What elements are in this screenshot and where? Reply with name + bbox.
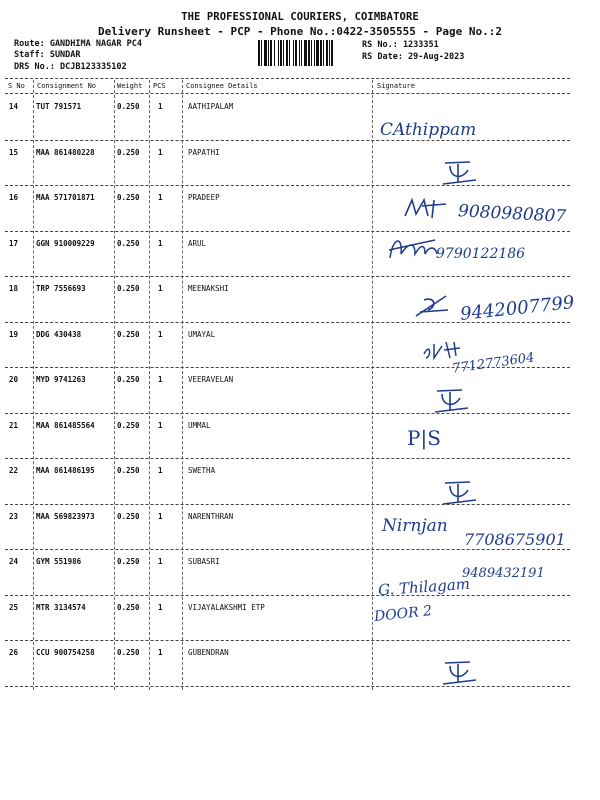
row-consignee: VEERAVELAN	[188, 375, 234, 384]
row-sno: 23	[9, 511, 19, 521]
signature-16-phone: 9080980807	[457, 201, 567, 227]
row-pcs: 1	[158, 329, 163, 339]
row-consignee: NARENTHRAN	[188, 511, 234, 521]
row-consignee: SWETHA	[188, 466, 216, 475]
row-pcs: 1	[158, 557, 163, 566]
col-divider	[114, 80, 115, 690]
row-consignee: MEENAKSHI	[188, 284, 229, 293]
col-signature: Signature	[377, 82, 415, 90]
row-consignee: ARUL	[188, 238, 207, 248]
row-consignee: VIJAYALAKSHMI ETP	[188, 602, 265, 612]
signature-23-phone: 7708675901	[464, 530, 566, 549]
signature-20-scribble	[432, 386, 472, 416]
signature-17-phone: 9790122186	[436, 246, 526, 262]
row-divider	[5, 140, 570, 141]
row-sno: 17	[9, 238, 19, 248]
row-divider	[5, 458, 570, 459]
col-consignment: Consignment No	[37, 82, 97, 90]
row-sno: 26	[9, 648, 19, 657]
barcode-bar	[333, 40, 336, 66]
row-consignment-no: TRP 7556693	[36, 284, 86, 293]
route-label: Route: GANDHIMA NAGAR PC4	[14, 39, 142, 49]
row-consignment-no: GGN 910009229	[36, 238, 95, 248]
barcode	[258, 40, 356, 66]
row-consignee: UMAYAL	[188, 329, 216, 339]
row-divider	[5, 549, 570, 550]
row-consignee: GUBENDRAN	[188, 648, 229, 657]
row-weight: 0.250	[117, 284, 140, 293]
row-consignment-no: MYD 9741263	[36, 375, 86, 384]
company-title: THE PROFESSIONAL COURIERS, COIMBATORE	[181, 11, 419, 23]
row-weight: 0.250	[117, 375, 140, 384]
row-consignment-no: MTR 3134574	[36, 602, 86, 612]
signature-24-name: G. Thilagam	[377, 574, 471, 600]
row-divider	[5, 640, 570, 641]
row-divider	[5, 413, 570, 414]
row-consignment-no: MAA 861485564	[36, 420, 95, 430]
col-weight: Weight	[117, 82, 143, 90]
row-pcs: 1	[158, 648, 163, 657]
row-divider	[5, 231, 570, 232]
rs-number: RS No.: 1233351	[362, 40, 439, 50]
signature-24-phone: 9489432191	[462, 566, 545, 581]
row-pcs: 1	[158, 420, 163, 430]
row-consignment-no: DDG 430438	[36, 329, 82, 339]
row-weight: 0.250	[117, 602, 140, 612]
row-weight: 0.250	[117, 238, 140, 248]
signature-19-scribble	[420, 338, 466, 362]
row-pcs: 1	[158, 102, 163, 111]
signature-23-name: Nirnjan	[382, 516, 448, 536]
signature-19-phone: 7712773604	[451, 350, 536, 377]
row-weight: 0.250	[117, 466, 140, 475]
row-pcs: 1	[158, 147, 163, 157]
drs-number: DRS No.: DCJB123335102	[14, 62, 127, 72]
row-divider	[5, 504, 570, 505]
signature-21: P|S	[407, 426, 441, 450]
col-divider	[372, 80, 373, 690]
col-divider	[182, 80, 183, 690]
row-consignment-no: MAA 861480228	[36, 147, 95, 157]
row-sno: 16	[9, 193, 19, 202]
row-consignment-no: MAA 571701871	[36, 193, 95, 202]
signature-22-scribble	[440, 478, 480, 508]
signature-15-scribble	[440, 158, 480, 188]
rs-date: RS Date: 29-Aug-2023	[362, 52, 465, 62]
row-pcs: 1	[158, 602, 163, 612]
header-rule-bottom	[5, 93, 570, 94]
header-rule-top	[5, 78, 570, 79]
signature-26-scribble	[440, 658, 480, 688]
row-weight: 0.250	[117, 102, 140, 111]
row-sno: 21	[9, 420, 19, 430]
row-consignee: PRADEEP	[188, 193, 220, 202]
row-weight: 0.250	[117, 557, 140, 566]
row-sno: 22	[9, 466, 19, 475]
row-sno: 14	[9, 102, 19, 111]
row-pcs: 1	[158, 511, 163, 521]
row-consignee: SUBASRI	[188, 557, 220, 566]
row-weight: 0.250	[117, 648, 140, 657]
row-sno: 25	[9, 602, 19, 612]
row-weight: 0.250	[117, 147, 140, 157]
row-consignment-no: MAA 861486195	[36, 466, 95, 475]
row-consignee: UMMAL	[188, 420, 211, 430]
signature-16-scribble	[402, 196, 452, 222]
row-consignment-no: TUT 791571	[36, 102, 82, 111]
row-consignment-no: MAA 569823973	[36, 511, 95, 521]
col-divider	[33, 80, 34, 690]
row-sno: 15	[9, 147, 19, 157]
runsheet-subtitle: Delivery Runsheet - PCP - Phone No.:0422-3505555 - Page No.:2	[98, 25, 502, 38]
col-pcs: PCS	[153, 82, 166, 90]
signature-14: CAthippam	[380, 120, 477, 140]
row-divider	[5, 185, 570, 186]
signature-18-scribble	[412, 292, 452, 320]
row-pcs: 1	[158, 193, 163, 202]
row-weight: 0.250	[117, 193, 140, 202]
row-divider	[5, 276, 570, 277]
row-divider	[5, 686, 570, 687]
row-sno: 19	[9, 329, 19, 339]
signature-25: DOOR 2	[373, 603, 433, 625]
col-sno: S No	[8, 82, 25, 90]
row-pcs: 1	[158, 284, 163, 293]
row-sno: 18	[9, 284, 19, 293]
row-divider	[5, 595, 570, 596]
col-divider	[149, 80, 150, 690]
row-consignment-no: GYM 551986	[36, 557, 82, 566]
row-weight: 0.250	[117, 420, 140, 430]
row-weight: 0.250	[117, 511, 140, 521]
staff-label: Staff: SUNDAR	[14, 50, 81, 60]
row-consignee: AATHIPALAM	[188, 102, 234, 111]
col-consignee: Consignee Details	[186, 82, 258, 90]
row-pcs: 1	[158, 375, 163, 384]
signature-18-phone: 9442007799	[459, 292, 576, 325]
row-consignee: PAPATHI	[188, 147, 220, 157]
row-pcs: 1	[158, 238, 163, 248]
row-sno: 20	[9, 375, 19, 384]
row-pcs: 1	[158, 466, 163, 475]
row-consignment-no: CCU 900754258	[36, 648, 95, 657]
row-weight: 0.250	[117, 329, 140, 339]
row-sno: 24	[9, 557, 19, 566]
signature-17-scribble	[385, 232, 441, 262]
